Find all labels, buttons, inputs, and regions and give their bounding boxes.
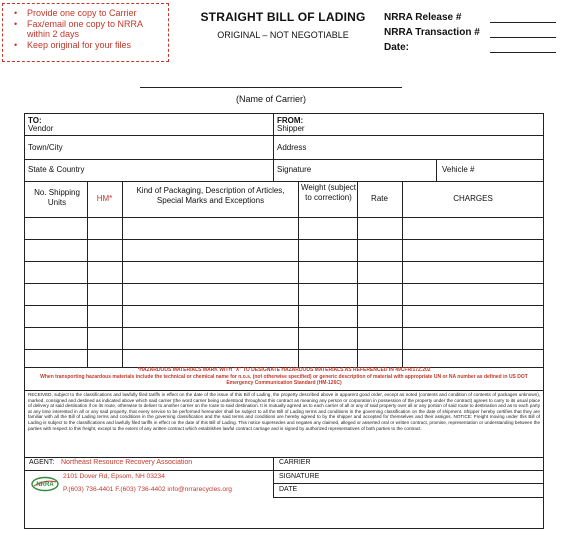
- agent-address: 2101 Dover Rd, Epsom, NH 03234: [63, 473, 165, 480]
- carrier-name-field[interactable]: [140, 87, 402, 88]
- date-field[interactable]: [490, 52, 556, 53]
- date-label: Date:: [384, 42, 410, 53]
- carrier-sign-label: CARRIER: [279, 459, 311, 466]
- date-sign-label: DATE: [279, 486, 298, 493]
- col-charges: CHARGES: [453, 194, 493, 203]
- agent-label: AGENT:: [29, 459, 55, 466]
- vendor-label: Vendor: [28, 124, 54, 133]
- col-kind-packaging: Kind of Packaging, Description of Articles, Special Marks and Exceptions: [136, 186, 285, 205]
- col-rate: Rate: [371, 194, 388, 203]
- bill-of-lading-form: [24, 113, 544, 529]
- document-subtitle: ORIGINAL – NOT NEGOTIABLE: [217, 30, 349, 40]
- town-city-label: Town/City: [28, 143, 63, 152]
- col-weight: Weight (subject to correction): [301, 183, 356, 202]
- nrra-logo-icon: [31, 476, 59, 492]
- legal-terms: RECEIVED, subject to the classifications and lawfully filed tariffs in effect on the date of the issue of this Bill of Lading, the property described above in apparent good order, except as noted (contents and condition of contents of packages unknown), marked, consigned and destined as indicated above which said carrier (the word carrier being understood throughout this contract as meaning any person or corporation in possession of the property under the contract) agrees to carry to its usual place of delivery at said destination if on its route, otherwise to deliver to another carrier on the route to said destination. It is mutually agreed as to each carrier of all or any of said property over all or any portion of said route to destination and as to each party at any time interested in all or any said property, that every service to be performed hereunder shall be subject to all the Bill of Lading terms and conditions in the governing classification on the date of shipment. Shipper hereby certifies that they are familiar with all the Bill of Lading terms and conditions in the governing classification and the said terms and conditions are hereby agreed to by the shipper and accepted for themselves and their assigns. NOTICE: Freight moving under this Bill of Lading is subject to the classifications and lawfully filed tariffs in effect on the date of this Bill of Lading. This notice supersedes and negates any claimed, alleged or asserted oral or written contract, promise, representation or understanding between the parties with respect to this freight, except to the extent of any written contract which establishes lawful contract carriage and is signed by authorized representatives of both parties to the contract.: [28, 392, 540, 431]
- address-label: Address: [277, 143, 307, 152]
- agent-contact: P.(603) 736-4401 F.(603) 736-4402 info@nrrarecycles.org: [63, 486, 232, 493]
- instruction-item: • Fax/email one copy to NRRA within 2 days: [27, 19, 164, 40]
- col-hm: HM*: [96, 194, 113, 203]
- from-label: FROM:: [277, 116, 304, 125]
- vehicle-label: Vehicle #: [442, 165, 475, 174]
- instruction-item: • Keep original for your files: [27, 40, 164, 51]
- nrra-transaction-label: NRRA Transaction #: [384, 27, 480, 38]
- state-country-label: State & Country: [28, 165, 85, 174]
- nrra-transaction-field[interactable]: [490, 37, 556, 38]
- carrier-name-label: (Name of Carrier): [235, 94, 306, 104]
- to-label: TO:: [28, 116, 42, 125]
- instructions-box: [2, 3, 169, 62]
- signature-sign-label: SIGNATURE: [279, 473, 320, 480]
- shipper-label: Shipper: [277, 124, 305, 133]
- nrra-release-field[interactable]: [490, 22, 556, 23]
- nrra-logo-text: NRRA: [36, 482, 54, 488]
- hazmat-note: *HAZARDOUS MATERIALS MARK WITH "X" TO DESIGNATE HAZARDOUS MATERIALS AS REFERENCED IN 49CFR/172.202: [137, 367, 431, 373]
- instruction-item: • Provide one copy to Carrier: [27, 8, 164, 19]
- col-shipping-units: No. Shipping Units: [34, 188, 80, 207]
- agent-name: Northeast Resource Recovery Association: [61, 459, 193, 466]
- hazmat-instructions: When transporting hazardous materials include the technical or chemical name for n.o.s. (not otherwise specified) or generic description of material with appropriate UN or NA number as defined in US DOT Emergency Communication Standard (HM-126C): [40, 374, 528, 386]
- nrra-release-label: NRRA Release #: [384, 12, 462, 23]
- document-title: STRAIGHT BILL OF LADING: [200, 10, 366, 24]
- signature-label: Signature: [277, 165, 312, 174]
